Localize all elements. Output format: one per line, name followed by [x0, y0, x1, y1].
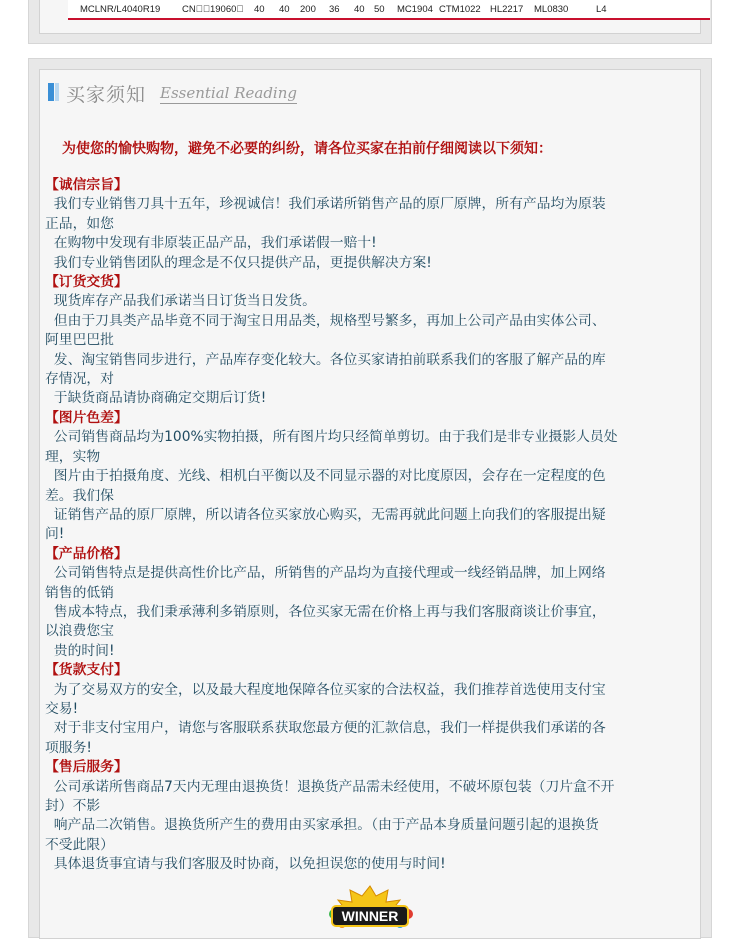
spec-cell: HL2217 [490, 4, 524, 15]
section-title: 【售后服务】 [45, 759, 128, 776]
spec-cell: 36 [329, 4, 340, 15]
section-line: 封）不影 [45, 798, 101, 814]
section-line: 交易! [45, 700, 79, 717]
spec-cell: CN  19060  [182, 4, 244, 15]
section-title: 【诚信宗旨】 [45, 177, 128, 193]
section-line: 但由于刀具类产品毕竟不同于淘宝日用品类，规格型号繁多，再加上公司产品由实体公司、 [45, 312, 606, 329]
section-title: 【订货交货】 [45, 274, 128, 291]
section-line: 理，实物 [45, 448, 101, 465]
section-line: 销售的低销 [45, 584, 114, 601]
notice-content [45, 176, 695, 875]
spec-cell: 40 [354, 4, 365, 15]
spec-cell: 200 [300, 4, 316, 15]
spec-cell: MCLNR/L4040R19 [80, 4, 161, 15]
header-bar-icon [55, 83, 59, 101]
section-line: 公司承诺所售商品7天内无理由退换货！退换货产品需未经使用，不破坏原包装（刀片盒不开 [45, 778, 615, 795]
section-title: 【图片色差】 [45, 409, 128, 426]
header-bar-icon [48, 83, 54, 101]
spec-cell: MC1904 [397, 4, 433, 15]
section-line: 我们专业销售刀具十五年，珍视诚信！我们承诺所销售产品的原厂原牌，所有产品均为原装 [45, 196, 606, 213]
intro-text: 为使您的愉快购物，避免不必要的纠纷，请各位买家在拍前仔细阅读以下须知： [62, 141, 552, 157]
section-line: 阿里巴巴批 [45, 332, 114, 349]
section-line: 为了交易双方的安全，以及最大程度地保障各位买家的合法权益，我们推荐首选使用支付宝 [45, 681, 606, 698]
spec-cell: 40 [279, 4, 290, 15]
section-line: 公司销售特点是提供高性价比产品，所销售的产品均为直接代理或一线经销品牌，加上网络 [45, 565, 606, 582]
section-line: 在购物中发现有非原装正品产品，我们承诺假一赔十! [45, 235, 377, 252]
winner-badge-graphic [318, 884, 422, 930]
section-line: 图片由于拍摄角度、光线、相机白平衡以及不同显示器的对比度原因，会存在一定程度的色 [45, 468, 606, 485]
section-line: 售成本特点，我们秉承薄利多销原则，各位买家无需在价格上再与我们客服商谈让价事宜， [45, 603, 606, 620]
section-line: 不受此限） [45, 836, 114, 853]
section-title: 【货款支付】 [45, 662, 128, 679]
section-header [48, 80, 348, 106]
section-line: 对于非支付宝用户，请您与客服联系获取您最方便的汇款信息，我们一样提供我们承诺的各 [45, 720, 606, 737]
section-line: 于缺货商品请协商确定交期后订货! [45, 390, 267, 407]
section-line: 证销售产品的原厂原牌，所以请各位买家放心购买，无需再就此问题上向我们的客服提出疑 [45, 506, 606, 523]
section-line: 问! [45, 526, 65, 543]
section-line: 具体退货事宜请与我们客服及时协商，以免担误您的使用与时间! [45, 856, 446, 873]
section-line: 现货库存产品我们承诺当日订货当日发货。 [45, 293, 316, 310]
section-line: 以浪费您宝 [45, 623, 114, 640]
spec-cell: 40 [254, 4, 265, 15]
section-line: 我们专业销售团队的理念是不仅只提供产品，更提供解决方案! [45, 254, 432, 271]
section-line: 正品，如您 [45, 215, 114, 232]
section-line: 发、淘宝销售同步进行，产品库存变化较大。各位买家请拍前联系我们的客服了解产品的库 [45, 351, 606, 368]
section-line: 贵的时间! [45, 642, 115, 659]
winner-badge [318, 884, 422, 930]
header-title-en: Essential Reading [160, 84, 297, 102]
section-line: 响产品二次销售。退换货所产生的费用由买家承担。（由于产品本身质量问题引起的退换货 [45, 817, 599, 834]
spec-cell: L4 [596, 4, 607, 15]
spec-cell: CTM1022 [439, 4, 481, 15]
section-line: 公司销售商品均为100%实物拍摄，所有图片均只经简单剪切。由于我们是非专业摄影人员处 [45, 429, 618, 446]
spec-row [68, 0, 710, 20]
section-line: 差。我们保 [45, 487, 114, 504]
header-title-cn: 买家须知 [66, 84, 147, 106]
section-line: 项服务! [45, 739, 92, 756]
spec-cell: 50 [374, 4, 385, 15]
section-line: 存情况，对 [45, 371, 114, 388]
winner-badge-text: WINNER [341, 908, 399, 924]
section-title: 【产品价格】 [45, 545, 128, 562]
spec-cell: ML0830 [534, 4, 569, 15]
